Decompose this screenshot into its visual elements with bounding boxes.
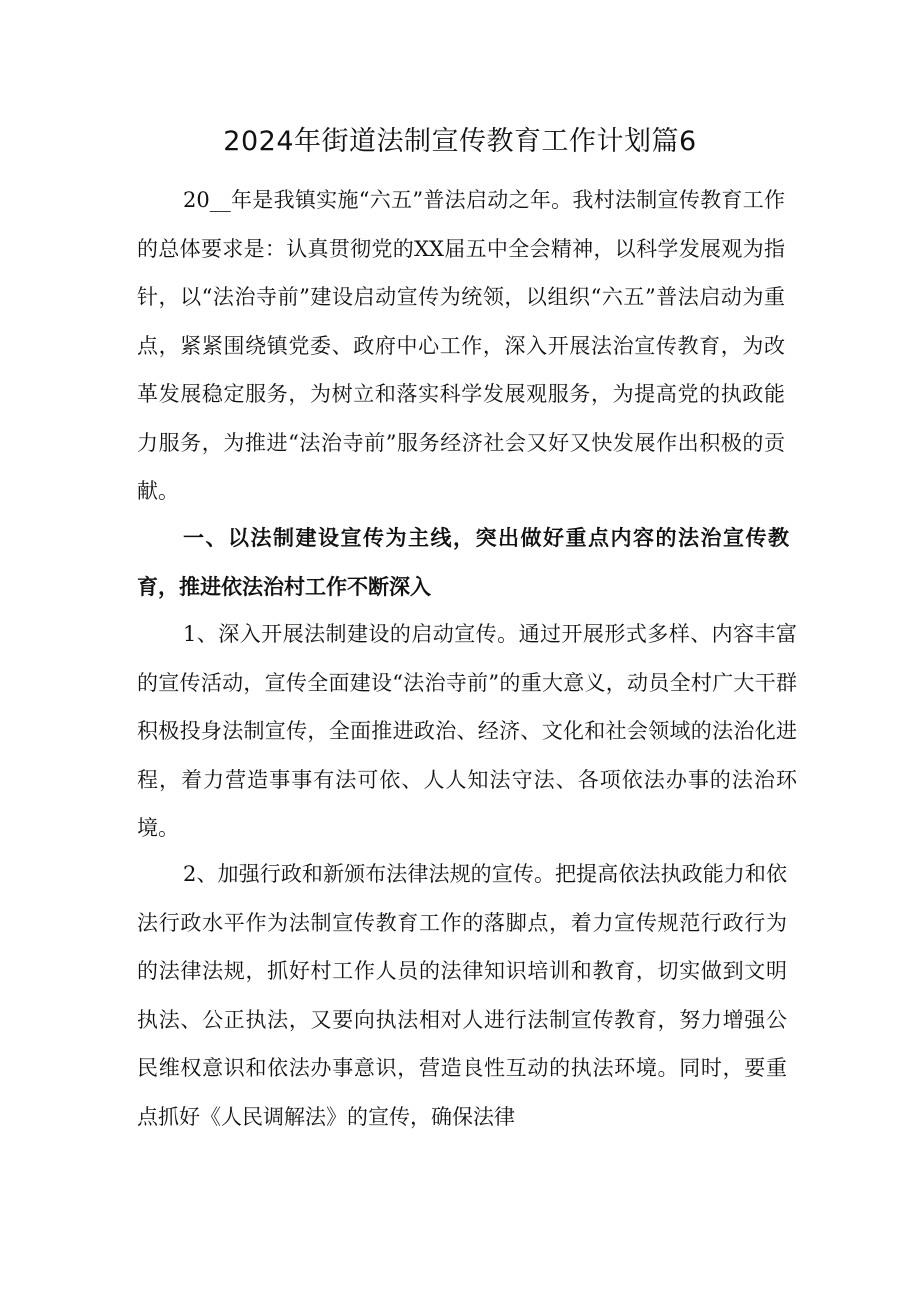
section-heading: 一、以法制建设宣传为主线，突出做好重点内容的法治宣传教育，推进依法治村工作不断深入 bbox=[137, 526, 789, 599]
intro-paragraph: 20__年是我镇实施“六五”普法启动之年。我村法制宣传教育工作的总体要求是：认真贯彻党的XX届五中全会精神，以科学发展观为指针，以“法治寺前”建设启动宣传为统领，以组织“六五”普法启动为重点，紧紧围绕镇党委、政府中心工作，深入开展法治宣传教育，为改革发展稳定服务，为树立和落实科学发展观服务，为提高党的执政能力服务，为推进“法治寺前”服务经济社会又好又快发展作出积极的贡献。 bbox=[137, 188, 785, 503]
item-1-paragraph: 1、深入开展法制建设的启动宣传。通过开展形式多样、内容丰富的宣传活动，宣传全面建设“法治寺前”的重大意义，动员全村广大干群积极投身法制宣传，全面推进政治、经济、文化和社会领域的法治化进程，着力营造事事有法可依、人人知法守法、各项依法办事的法治环境。 bbox=[137, 622, 797, 840]
document-title: 2024年街道法制宣传教育工作计划篇6 bbox=[223, 126, 697, 157]
item-2-paragraph: 2、加强行政和新颁布法律法规的宣传。把提高依法执政能力和依法行政水平作为法制宣传教育工作的落脚点，着力宣传规范行政行为的法律法规，抓好村工作人员的法律知识培训和教育，切实做到文明执法、公正执法，又要向执法相对人进行法制宣传教育，努力增强公民维权意识和依法办事意识，营造良性互动的执法环境。同时，要重点抓好《人民调解法》的宣传，确保法律 bbox=[137, 862, 787, 1129]
